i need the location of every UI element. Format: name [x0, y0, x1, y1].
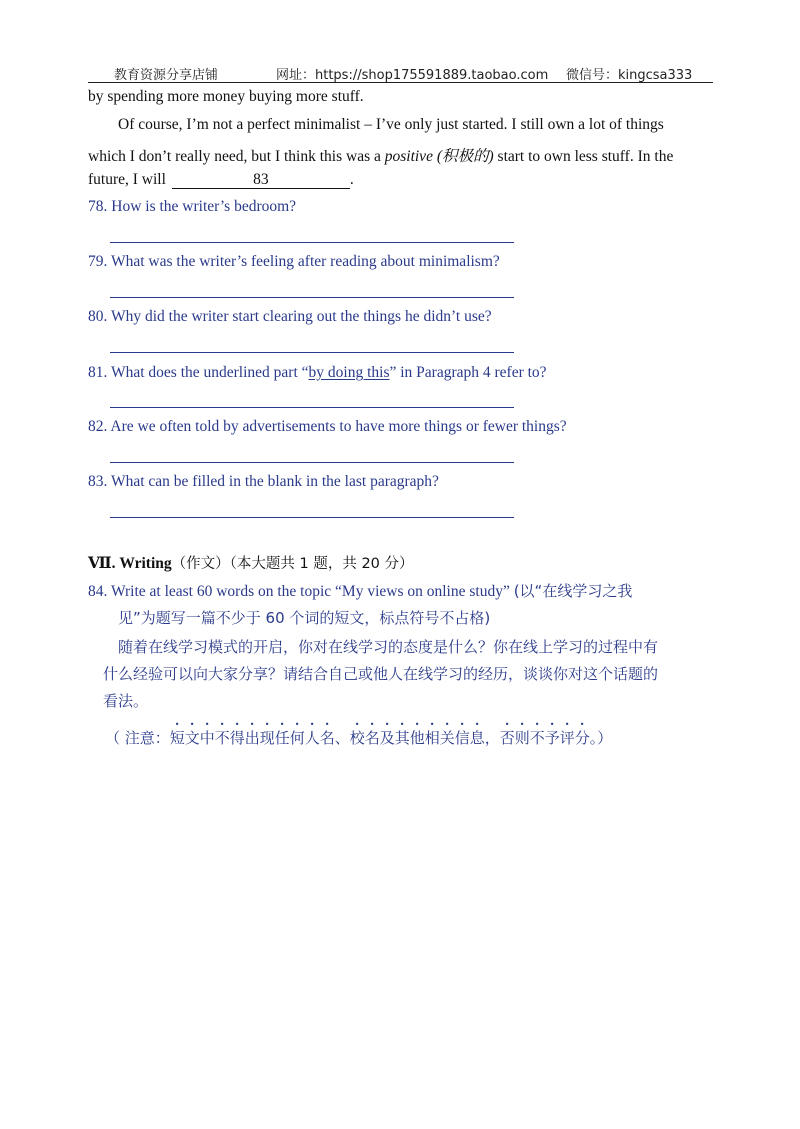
answer-line-78[interactable] [110, 242, 514, 243]
passage-line-3: which I don’t really need, but I think this was a positive (积极的) start to own less stuff. In the [88, 148, 674, 165]
positive-gloss: positive (积极的) [384, 148, 494, 165]
prompt-line-3: 看法。 [103, 692, 149, 710]
blank-83: 83 [172, 171, 350, 189]
question-83: 83. What can be filled in the blank in the last paragraph? [88, 473, 439, 490]
shop-name: 教育资源分享店铺 [114, 68, 219, 83]
question-84-line-1: 84. Write at least 60 words on the topic “My views on online study” (以“在线学习之我 [88, 582, 633, 600]
question-78: 78. How is the writer’s bedroom? [88, 198, 297, 215]
question-80: 80. Why did the writer start clearing out the things he didn’t use? [88, 308, 492, 325]
passage-line-1: by spending more money buying more stuff. [88, 88, 364, 105]
passage-line-2: Of course, I’m not a perfect minimalist – I’ve only just started. I still own a lot of things [118, 116, 664, 133]
question-79: 79. What was the writer’s feeling after reading about minimalism? [88, 253, 500, 270]
answer-line-80[interactable] [110, 352, 514, 353]
note-emphasis: 短文中不得出现任何人名、校名及其他相关信息，否则不予评分 [169, 729, 590, 747]
question-82: 82. Are we often told by advertisements to have more things or fewer things? [88, 418, 567, 435]
question-81: 81. What does the underlined part “by doing this” in Paragraph 4 refer to? [88, 364, 547, 381]
writing-section-heading: Ⅶ. Writing（作文）（本大题共 1 题，共 20 分） [88, 555, 414, 572]
page-header [88, 62, 713, 83]
wechat-id: 微信号：kingcsa333 [566, 68, 693, 83]
answer-line-81[interactable] [110, 407, 514, 408]
answer-line-82[interactable] [110, 462, 514, 463]
question-84-line-2: 见”为题写一篇不少于 60 个词的短文，标点符号不占格) [118, 609, 491, 627]
prompt-line-1: 随着在线学习模式的开启，你对在线学习的态度是什么？你在线上学习的过程中有 [118, 638, 659, 656]
underlined-phrase: by doing this [308, 364, 390, 381]
answer-line-83[interactable] [110, 517, 514, 518]
shop-url: 网址：https://shop175591889.taobao.com [276, 68, 549, 83]
writing-note: （ 注意：短文中不得出现任何人名、校名及其他相关信息，否则不予评分。） [105, 729, 613, 747]
answer-line-79[interactable] [110, 297, 514, 298]
passage-line-4: future, I will 83 . [88, 171, 354, 188]
prompt-line-2: 什么经验可以向大家分享？请结合自己或他人在线学习的经历，谈谈你对这个话题的 [103, 665, 659, 683]
